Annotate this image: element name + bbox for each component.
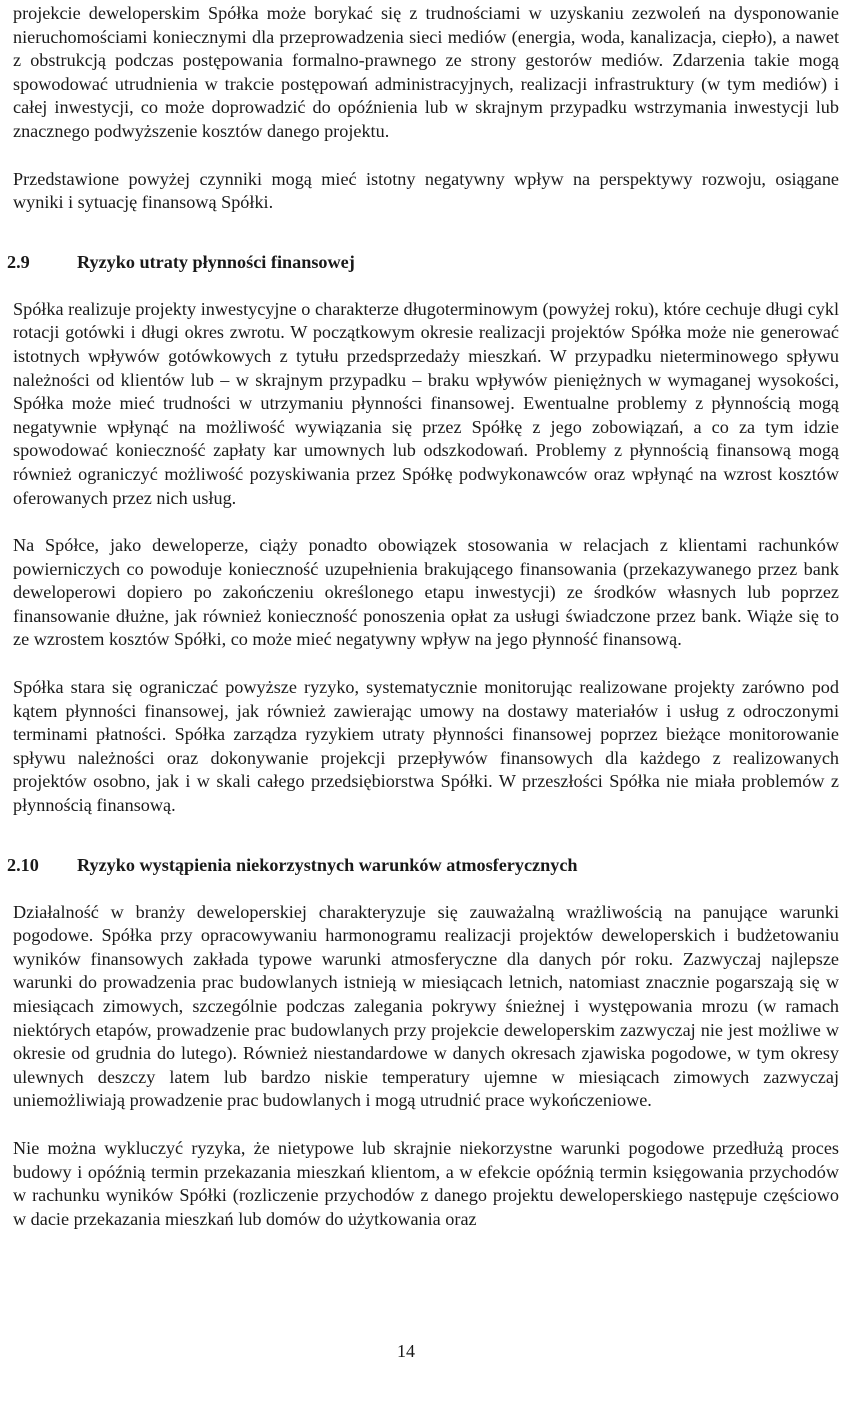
section-title: Ryzyko utraty płynności finansowej — [77, 251, 355, 272]
paragraph: Działalność w branży deweloperskiej charakteryzuje się zauważalną wrażliwością na panujące warunki pogodowe. Spółka przy opracowywaniu harmonogramu realizacji projektów deweloperskich i budżetowaniu wyników finansowych zakłada typowe warunki atmosferyczne dla danych pór roku. Zazwyczaj najlepsze warunki do prowadzenia prac budowlanych istnieją w miesiącach letnich, natomiast znacznie pogarszają się w miesiącach zimowych, szczególnie podczas zalegania pokrywy śnieżnej i występowania mrozu (w ramach niektórych etapów, prowadzenie prac budowlanych przy projekcie deweloperskim zazwyczaj nie jest możliwe w okresie od grudnia do lutego). Również niestandardowe w danych okresach zjawiska pogodowe, w tym okresy ulewnych deszczy latem lub bardzo niskie temperatury ujemne w miesiącach zimowych zazwyczaj uniemożliwiają prowadzenie prac budowlanych i mogą utrudnić prace wykończeniowe. — [13, 901, 839, 1111]
section-heading-2-9 — [7, 250, 839, 274]
document-page — [7, 2, 839, 1231]
paragraph: Nie można wykluczyć ryzyka, że nietypowe lub skrajnie niekorzystne warunki pogodowe przedłużą proces budowy i opóźnią termin przekazania mieszkań klientom, a w efekcie opóźnią termin księgowania przychodów w rachunku wyników Spółki (rozliczenie przychodów z danego projektu deweloperskiego następuje częściowo w dacie przekazania mieszkań lub domów do użytkowania oraz — [13, 1137, 839, 1229]
paragraph: projekcie deweloperskim Spółka może borykać się z trudnościami w uzyskaniu zezwoleń na dysponowanie nieruchomościami koniecznymi dla przeprowadzenia sieci mediów (energia, woda, kanalizacja, ciepło), a nawet z obstrukcją podczas postępowania formalno-prawnego ze strony gestorów mediów. Zdarzenia takie mogą spowodować utrudnienia w trakcie postępowań administracyjnych, realizacji infrastruktury (w tym mediów) i całej inwestycji, co może doprowadzić do opóźnienia lub w skrajnym przypadku wstrzymania inwestycji lub znacznego podwyższenie kosztów danego projektu. — [13, 3, 839, 141]
paragraph-gap — [13, 652, 839, 676]
paragraph-gap — [13, 1113, 839, 1137]
paragraph: Spółka stara się ograniczać powyższe ryzyko, systematycznie monitorując realizowane projekty zarówno pod kątem płynności finansowej, jak również zawierając umowy na dostawy materiałów i usług z odroczonymi terminami płatności. Spółka zarządza ryzykiem utraty płynności finansowej poprzez bieżące monitorowanie spływu należności oraz dokonywanie projekcji przepływów finansowych dla każdego z realizowanych projektów osobno, jak i w skali całego przedsiębiorstwa Spółki. W przeszłości Spółka nie miała problemów z płynnością finansową. — [13, 677, 839, 816]
paragraph: Przedstawione powyżej czynniki mogą mieć istotny negatywny wpływ na perspektywy rozwoju, osiągane wyniki i sytuację finansową Spółki. — [13, 168, 839, 213]
section-number: 2.10 — [7, 854, 39, 875]
paragraph: Spółka realizuje projekty inwestycyjne o charakterze długoterminowym (powyżej roku), które cechuje długi cykl rotacji gotówki i długi okres zwrotu. W początkowym okresie realizacji projektów Spółka może nie generować istotnych wpływów gotówkowych z tytułu przedsprzedaży mieszkań. W przypadku nieterminowego spływu należności od klientów lub – w skrajnym przypadku – braku wpływów pieniężnych w wymaganej wysokości, Spółka może mieć trudności w utrzymaniu płynności finansowej. Ewentualne problemy z płynnością mogą negatywnie wpłynąć na możliwość wywiązania się przez Spółkę z jego zobowiązań, a co za tym idzie spowodować konieczność zapłaty kar umownych lub odszkodowań. Problemy z płynnością finansową mogą również ograniczyć możliwość pozyskiwania przez Spółkę podwykonawców oraz wpłynąć na wzrost kosztów oferowanych przez nich usług. — [13, 298, 839, 508]
paragraph-gap — [13, 510, 839, 534]
section-heading-2-10 — [7, 853, 839, 877]
paragraph-gap — [13, 274, 839, 298]
paragraph: Na Spółce, jako deweloperze, ciąży ponadto obowiązek stosowania w relacjach z klientami rachunków powierniczych co powoduje konieczność uzupełnienia brakującego finansowania (przekazywanego przez bank deweloperowi dopiero po zakończeniu określonego etapu inwestycji) ze środków własnych lub poprzez finansowanie dłużne, jak również konieczność ponoszenia opłat za usługi świadczone przez bank. Wiąże się to ze wzrostem kosztów Spółki, co może mieć negatywny wpływ na jego płynność finansową. — [13, 535, 839, 650]
paragraph-gap — [13, 877, 839, 901]
paragraph-gap — [13, 215, 839, 250]
paragraph-gap — [13, 818, 839, 853]
paragraph-gap — [13, 144, 839, 168]
section-title: Ryzyko wystąpienia niekorzystnych warunków atmosferycznych — [77, 854, 578, 875]
page-number: 14 — [397, 1341, 415, 1361]
section-number: 2.9 — [7, 251, 30, 272]
